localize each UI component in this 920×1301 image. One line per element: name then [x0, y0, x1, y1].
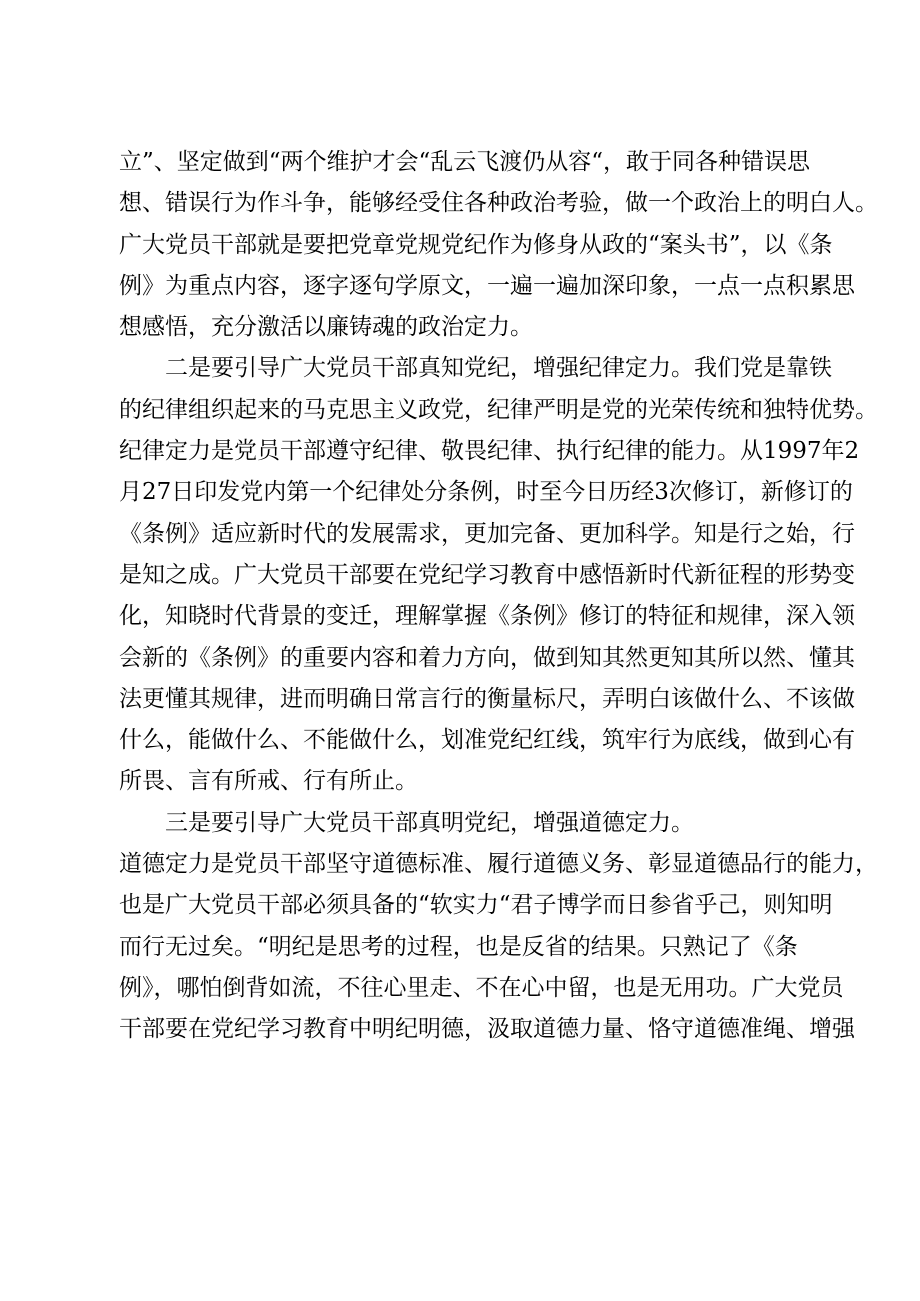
text-line: 化，知晓时代背景的变迁，理解掌握《条例》修订的特征和规律，深入领: [119, 603, 855, 630]
text-line: 道德定力是党员干部坚守道德标准、履行道德义务、彰显道德品行的能力，: [119, 851, 878, 878]
text-line: 干部要在党纪学习教育中明纪明德，汲取道德力量、恪守道德准绳、增强: [119, 1016, 855, 1043]
text-line: 法更懂其规律，进而明确日常言行的衡量标尺，弄明白该做什么、不该做: [119, 685, 855, 712]
text-line: 纪律定力是党员干部遵守纪律、敬畏纪律、执行纪律的能力。从1997年2: [119, 438, 860, 465]
text-line: 《条例》适应新时代的发展需求，更加完备、更加科学。知是行之始，行: [119, 520, 855, 547]
text-line: 广大党员干部就是要把党章党规党纪作为修身从政的“案头书”，以《条: [119, 231, 833, 258]
text-line: 所畏、言有所戒、行有所止。: [119, 768, 418, 795]
text-line: 也是广大党员干部必须具备的“软实力“君子博学而日参省乎己，则知明: [119, 892, 833, 919]
text-line: 例》，哪怕倒背如流，不往心里走、不在心中留，也是无用功。广大党员: [119, 974, 844, 1001]
text-line: 想感悟，充分激活以廉铸魂的政治定力。: [119, 314, 533, 341]
text-line: 而行无过矣。“明纪是思考的过程，也是反省的结果。只熟记了《条: [119, 933, 798, 960]
body-text: [119, 142, 878, 1051]
text-line: 什么，能做什么、不能做什么，划准党纪红线，筑牢行为底线，做到心有: [119, 727, 855, 754]
text-line: 会新的《条例》的重要内容和着力方向，做到知其然更知其所以然、懂其: [119, 644, 855, 671]
paragraph-heading-line: 三是要引导广大党员干部真明党纪，增强道德定力。: [165, 809, 694, 836]
paragraph-heading-line: 二是要引导广大党员干部真知党纪，增强纪律定力。我们党是靠铁: [165, 355, 832, 382]
text-line: 想、错误行为作斗争，能够经受住各种政治考验，做一个政治上的明白人。: [119, 190, 878, 217]
text-line: 是知之成。广大党员干部要在党纪学习教育中感悟新时代新征程的形势变: [119, 561, 855, 588]
text-line: 的纪律组织起来的马克思主义政党，纪律严明是党的光荣传统和独特优势。: [119, 396, 878, 423]
text-line: 立”、坚定做到“两个维护才会“乱云飞渡仍从容“，敢于同各种错误思: [119, 149, 811, 175]
text-line: 例》为重点内容，逐字逐句学原文，一遍一遍加深印象，一点一点积累思: [119, 272, 855, 299]
text-line: 月27日印发党内第一个纪律处分条例，时至今日历经3次修订，新修订的: [119, 479, 853, 506]
